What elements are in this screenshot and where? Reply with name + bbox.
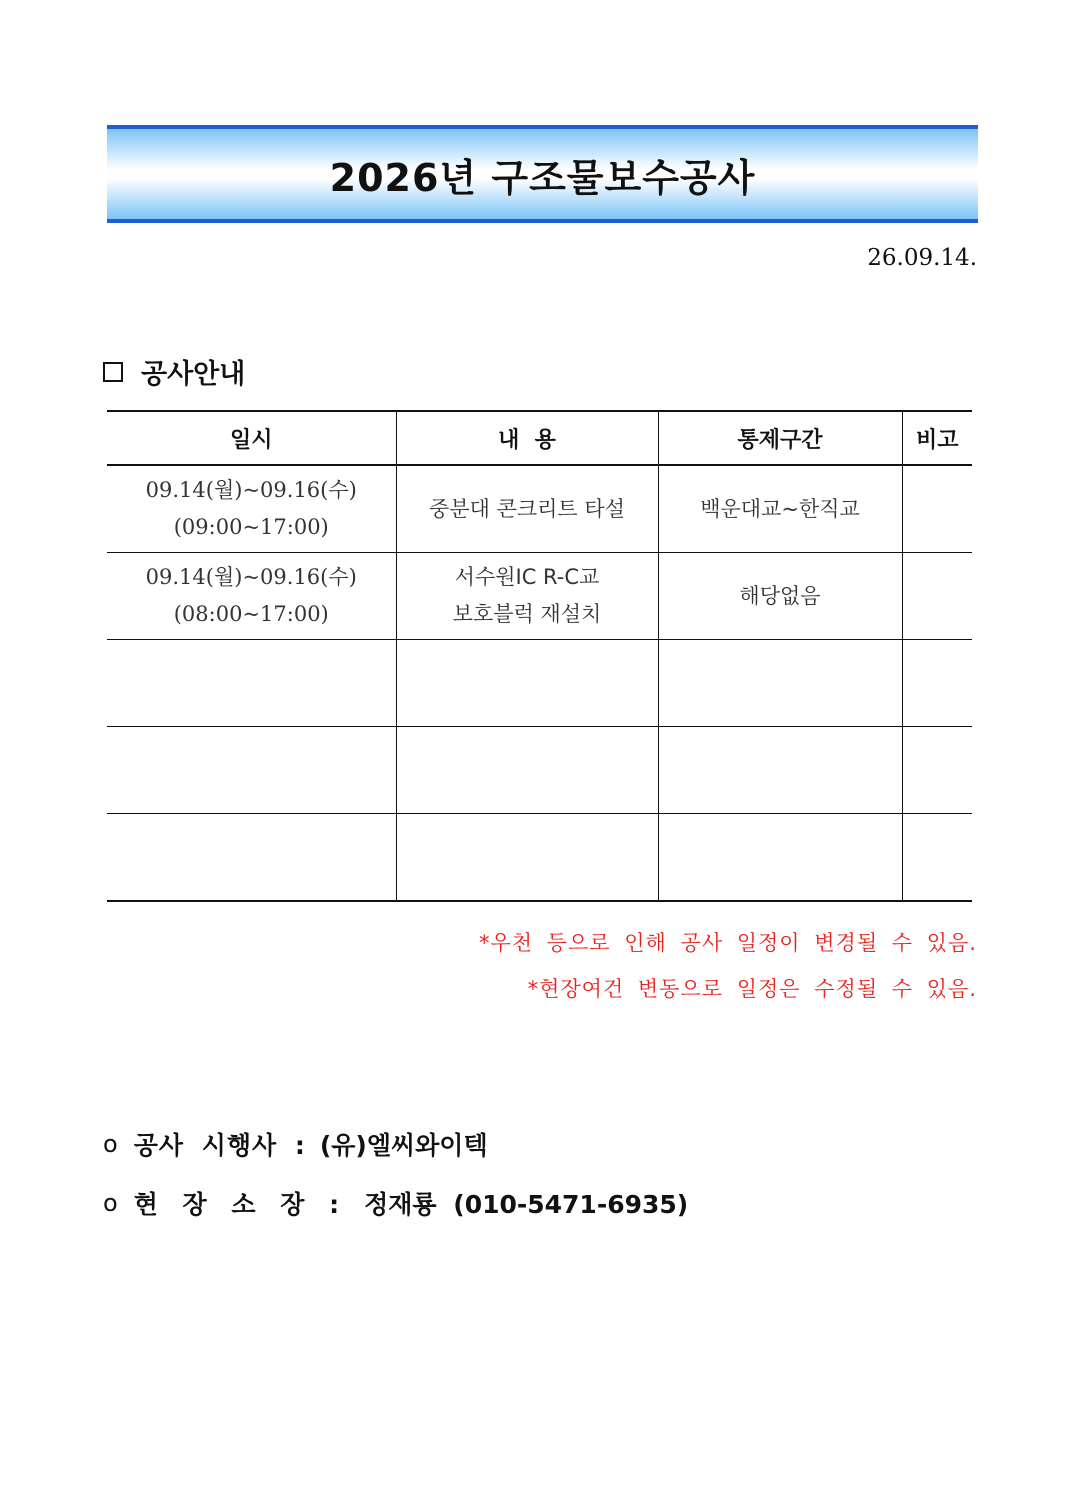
- datetime-hours: (08:00~17:00): [173, 602, 329, 626]
- cell-datetime: [107, 465, 396, 553]
- section-title: 공사안내: [141, 359, 246, 390]
- site-condition-notice: *현장여건 변동으로 일정은 수정될 수 있음.: [527, 977, 977, 1001]
- cell-content: [396, 814, 658, 902]
- cell-section: [658, 727, 902, 814]
- cell-note: [902, 640, 972, 727]
- datetime-hours: (09:00~17:00): [173, 515, 329, 539]
- document-date: 26.09.14.: [867, 245, 977, 271]
- contractor-value: (유)엘씨와이텍: [319, 1131, 488, 1160]
- cell-content: [396, 553, 658, 640]
- cell-section: [658, 814, 902, 902]
- content-line: 보호블럭 재설치: [452, 602, 602, 626]
- site-manager-label: 현 장 소 장 :: [133, 1190, 341, 1219]
- header-section: 통제구간: [658, 411, 902, 465]
- table-row: [107, 640, 972, 727]
- cell-section: 백운대교~한직교: [658, 465, 902, 553]
- cell-datetime: [107, 727, 396, 814]
- site-manager-info: [103, 1185, 688, 1221]
- weather-notice: *우천 등으로 인해 공사 일정이 변경될 수 있음.: [478, 931, 977, 955]
- table-row: [107, 814, 972, 902]
- contractor-info: [103, 1126, 488, 1162]
- table-row: [107, 465, 972, 553]
- content-line: 중분대 콘크리트 타설: [429, 496, 625, 521]
- cell-datetime: [107, 814, 396, 902]
- cell-note: [902, 727, 972, 814]
- contractor-label: 공사 시행사 :: [133, 1131, 306, 1160]
- cell-note: [902, 553, 972, 640]
- datetime-range: 09.14(월)~09.16(수): [145, 565, 357, 589]
- schedule-table: [107, 410, 972, 902]
- cell-datetime: [107, 553, 396, 640]
- header-content: 내 용: [396, 411, 658, 465]
- cell-content: [396, 727, 658, 814]
- table-row: [107, 727, 972, 814]
- section-heading: [103, 352, 245, 391]
- cell-section: [658, 640, 902, 727]
- cell-content: [396, 465, 658, 553]
- document-title: 2026년 구조물보수공사: [329, 155, 756, 200]
- checkbox-icon: [103, 362, 123, 382]
- cell-note: [902, 465, 972, 553]
- table-row: [107, 553, 972, 640]
- header-note: 비고: [902, 411, 972, 465]
- content-line: 서수원IC R-C교: [454, 565, 600, 589]
- cell-note: [902, 814, 972, 902]
- cell-section: 해당없음: [658, 553, 902, 640]
- site-manager-value: 정재룡 (010-5471-6935): [364, 1190, 689, 1219]
- circle-bullet-icon: o: [103, 1130, 118, 1158]
- circle-bullet-icon: o: [103, 1189, 118, 1217]
- cell-datetime: [107, 640, 396, 727]
- table-header-row: [107, 411, 972, 465]
- datetime-range: 09.14(월)~09.16(수): [145, 478, 357, 502]
- header-datetime: 일시: [107, 411, 396, 465]
- cell-content: [396, 640, 658, 727]
- title-banner: [107, 125, 978, 223]
